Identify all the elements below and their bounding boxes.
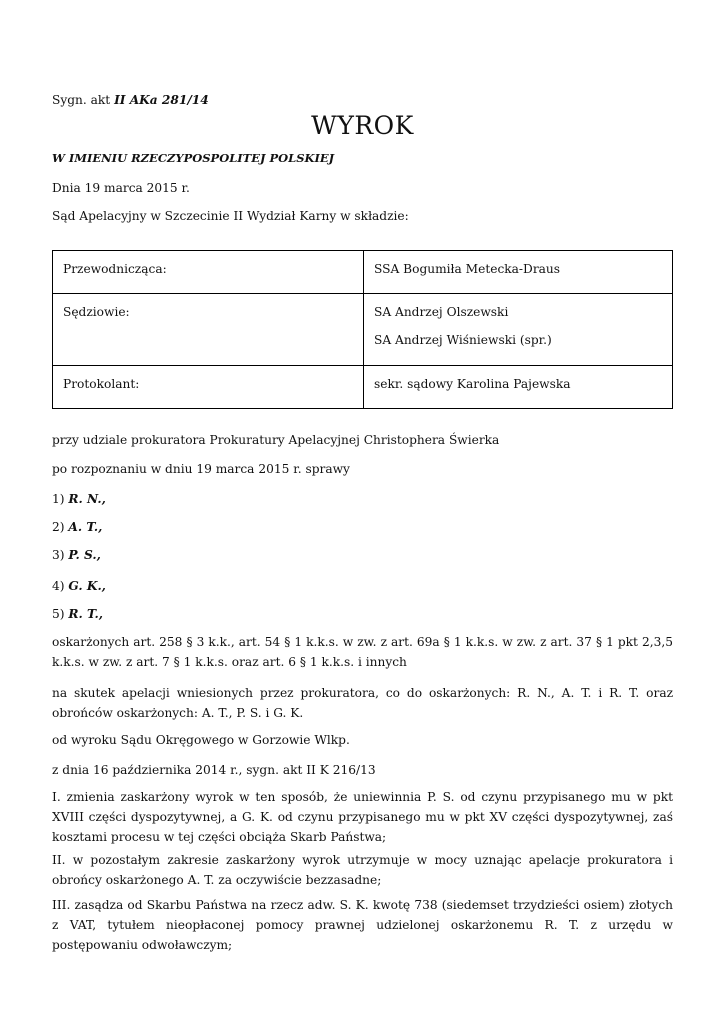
appeals-paragraph: na skutek apelacji wniesionych przez prokuratora, co do oskarżonych: R. N., A. T. i R. T. oraz obrońców oskarżonych: A. T., P. S. i G. K. — [52, 686, 673, 720]
court-composition: Sąd Apelacyjny w Szczecinie II Wydział Karny w składzie: — [52, 209, 409, 223]
panel-row-judges — [53, 294, 673, 366]
case-signature — [52, 90, 209, 110]
presiding-value: SSA Bogumiła Metecka-Draus — [364, 251, 673, 294]
ruling-point-1: I. zmienia zaskarżony wyrok w ten sposób, że uniewinnia P. S. od czynu przypisanego mu w pkt XVIII części dyspozytywnej, a G. K. od czynu przypisanego mu w pkt XV części dyspozytywnej, zaś kosztami procesu w tej części obciąża Skarb Państwa; — [52, 790, 673, 844]
judgment-date-line: z dnia 16 października 2014 r., sygn. akt II K 216/13 — [52, 763, 376, 777]
in-the-name-heading: W IMIENIU RZECZYPOSPOLITEJ POLSKIEJ — [52, 151, 335, 165]
judgment-date: Dnia 19 marca 2015 r. — [52, 181, 190, 195]
ruling-point-3: III. zasądza od Skarbu Państwa na rzecz adw. S. K. kwotę 738 (siedemset trzydzieści osiem) złotych z VAT, tytułem nieopłaconej pomocy prawnej udzielonej oskarżonemu R. T. z urzędu w postępowaniu odwoławczym; — [52, 898, 673, 952]
case-signature-prefix: Sygn. akt — [52, 93, 111, 107]
hearing-line: po rozpoznaniu w dniu 19 marca 2015 r. sprawy — [52, 462, 350, 476]
defendant-5: 5) R. T., — [52, 607, 103, 621]
document-title: WYROK — [311, 111, 414, 140]
defendant-1: 1) R. N., — [52, 492, 106, 506]
defendant-4: 4) G. K., — [52, 579, 106, 593]
prosecutor-line: przy udziale prokuratora Prokuratury Apelacyjnej Christophera Świerka — [52, 433, 500, 447]
panel-row-presiding — [53, 251, 673, 294]
ruling-point-2: II. w pozostałym zakresie zaskarżony wyrok utrzymuje w mocy uznając apelacje prokuratora i obrońcy oskarżonego A. T. za oczywiście bezzasadne; — [52, 853, 673, 887]
panel-row-clerk — [53, 366, 673, 409]
clerk-value: sekr. sądowy Karolina Pajewska — [364, 366, 673, 409]
judge-2: SA Andrzej Wiśniewski (spr.) — [374, 333, 552, 347]
defendant-2: 2) A. T., — [52, 520, 103, 534]
case-signature-number: II AKa 281/14 — [114, 93, 209, 107]
defendant-name: R. N., — [68, 492, 106, 506]
judges-label: Sędziowie: — [53, 294, 364, 366]
clerk-label: Protokolant: — [53, 366, 364, 409]
defendant-name: G. K., — [68, 579, 106, 593]
defendant-name: P. S., — [68, 548, 101, 562]
charges-paragraph: oskarżonych art. 258 § 3 k.k., art. 54 § 1 k.k.s. w zw. z art. 69a § 1 k.k.s. w zw. z art. 37 § 1 pkt 2,3,5 k.k.s. w zw. z art. 7 § 1 k.k.s. oraz art. 6 § 1 k.k.s. i innych — [52, 635, 673, 669]
defendant-3: 3) P. S., — [52, 548, 101, 562]
presiding-label: Przewodnicząca: — [53, 251, 364, 294]
from-judgment-line: od wyroku Sądu Okręgowego w Gorzowie Wlkp. — [52, 733, 350, 747]
judges-value — [364, 294, 673, 366]
judge-1: SA Andrzej Olszewski — [374, 305, 509, 319]
defendant-name: R. T., — [68, 607, 103, 621]
panel-table — [52, 250, 673, 409]
defendant-name: A. T., — [68, 520, 103, 534]
